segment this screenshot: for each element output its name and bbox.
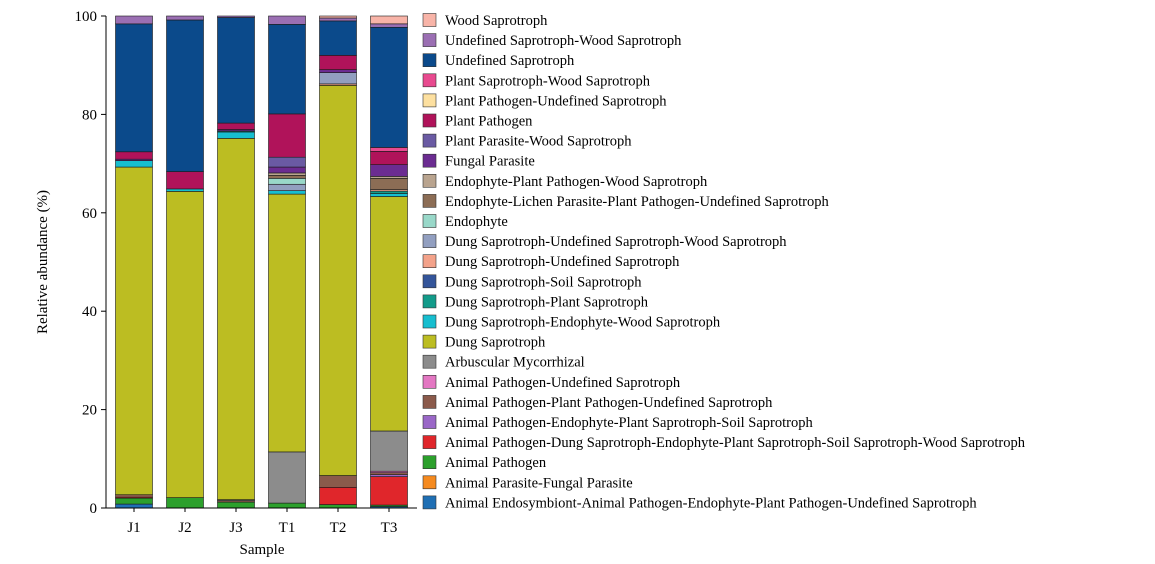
legend-item: [423, 73, 651, 89]
legend-item: [423, 33, 682, 49]
bar-segment: [269, 114, 306, 157]
legend-label: Undefined Saprotroph: [445, 53, 575, 70]
bar-stack-T2: [320, 16, 357, 508]
bar-stack-J2: [167, 16, 204, 508]
bar-stack-T1: [269, 16, 306, 508]
y-axis-title: Relative abundance (%): [35, 189, 51, 335]
x-ticks: [127, 508, 397, 536]
legend-item: [423, 435, 1026, 451]
legend-label: Animal Endosymbiont-Animal Pathogen-Endophyte-Plant Pathogen-Undefined Saprotroph: [445, 495, 977, 512]
bar-segment: [320, 70, 357, 73]
legend-label: Dung Saprotroph-Undefined Saprotroph: [445, 254, 680, 271]
legend-item: [423, 335, 546, 351]
bar-segment: [167, 172, 204, 189]
legend-label: Animal Pathogen: [445, 455, 547, 472]
legend-item: [423, 134, 632, 150]
bar-segment: [116, 16, 153, 24]
bar-stack-J1: [116, 16, 153, 508]
legend-item: [423, 315, 721, 331]
legend-label: Dung Saprotroph-Endophyte-Wood Saprotroph: [445, 314, 721, 331]
legend-swatch: [423, 416, 436, 429]
legend-label: Plant Pathogen: [445, 113, 533, 130]
bar-segment: [167, 20, 204, 172]
legend: [423, 13, 1026, 511]
bar-segment: [320, 21, 357, 55]
bar-segment: [371, 151, 408, 164]
bar-segment: [269, 157, 306, 167]
legend-item: [423, 154, 535, 170]
legend-swatch: [423, 34, 436, 47]
legend-swatch: [423, 54, 436, 67]
legend-label: Plant Pathogen-Undefined Saprotroph: [445, 93, 667, 110]
bar-segment: [116, 161, 153, 167]
bar-segment: [371, 24, 408, 27]
bar-segment: [269, 173, 306, 175]
legend-swatch: [423, 295, 436, 308]
legend-swatch: [423, 436, 436, 449]
bar-segment: [269, 194, 306, 452]
x-axis-title: Sample: [239, 542, 285, 558]
bar-segment: [218, 17, 255, 123]
legend-swatch: [423, 476, 436, 489]
x-tick-label: J3: [229, 520, 243, 536]
legend-swatch: [423, 14, 436, 27]
legend-swatch: [423, 74, 436, 87]
legend-item: [423, 415, 813, 431]
legend-item: [423, 114, 533, 130]
y-tick-label: 40: [82, 304, 97, 321]
bar-segment: [320, 16, 357, 18]
legend-label: Fungal Parasite: [445, 153, 535, 170]
bar-segment: [116, 504, 153, 508]
bars-layer: [116, 16, 408, 508]
legend-item: [423, 395, 773, 411]
legend-swatch: [423, 395, 436, 408]
legend-swatch: [423, 456, 436, 469]
bar-segment: [371, 477, 408, 505]
bar-segment: [218, 123, 255, 129]
legend-swatch: [423, 275, 436, 288]
x-tick-label: J2: [178, 520, 192, 536]
y-tick-label: 60: [82, 205, 97, 222]
bar-segment: [371, 191, 408, 193]
bar-segment: [269, 503, 306, 508]
bar-segment: [320, 55, 357, 69]
bar-segment: [116, 24, 153, 152]
bar-segment: [320, 476, 357, 488]
legend-label: Endophyte: [445, 214, 508, 230]
bar-segment: [269, 178, 306, 184]
bar-segment: [167, 16, 204, 20]
legend-swatch: [423, 235, 436, 248]
legend-label: Undefined Saprotroph-Wood Saprotroph: [445, 33, 682, 50]
x-tick-label: T2: [329, 520, 347, 536]
bar-segment: [167, 498, 204, 508]
bar-segment: [269, 24, 306, 114]
legend-swatch: [423, 114, 436, 127]
legend-swatch: [423, 255, 436, 268]
bar-segment: [371, 197, 408, 431]
legend-swatch: [423, 496, 436, 509]
legend-swatch: [423, 174, 436, 187]
legend-swatch: [423, 154, 436, 167]
legend-swatch: [423, 94, 436, 107]
bar-segment: [371, 27, 408, 147]
legend-label: Plant Saprotroph-Wood Saprotroph: [445, 73, 651, 90]
x-tick-label: T1: [278, 520, 296, 536]
bar-segment: [269, 175, 306, 178]
y-tick-label: 20: [82, 402, 97, 419]
legend-label: Endophyte-Lichen Parasite-Plant Pathogen-Undefined Saprotroph: [445, 193, 829, 210]
bar-segment: [269, 191, 306, 194]
y-tick-label: 100: [74, 9, 97, 25]
bar-segment: [371, 16, 408, 24]
legend-label: Arbuscular Mycorrhizal: [445, 354, 585, 371]
bar-segment: [116, 167, 153, 495]
bar-segment: [116, 495, 153, 497]
y-tick-label: 0: [89, 501, 97, 517]
legend-label: Animal Pathogen-Plant Pathogen-Undefined Saprotroph: [445, 394, 773, 411]
bar-segment: [320, 505, 357, 508]
legend-swatch: [423, 355, 436, 368]
bar-segment: [320, 18, 357, 21]
bar-segment: [269, 452, 306, 503]
bar-segment: [167, 189, 204, 191]
bar-segment: [269, 16, 306, 24]
bar-segment: [371, 431, 408, 471]
legend-item: [423, 234, 787, 250]
bar-segment: [371, 147, 408, 151]
bar-segment: [218, 16, 255, 17]
legend-item: [423, 13, 548, 29]
bar-segment: [116, 152, 153, 159]
legend-item: [423, 254, 680, 270]
bar-segment: [371, 194, 408, 197]
x-tick-label: T3: [380, 520, 398, 536]
legend-swatch: [423, 375, 436, 388]
bar-segment: [218, 138, 255, 499]
legend-swatch: [423, 215, 436, 228]
y-tick-label: 80: [82, 107, 97, 124]
bar-segment: [116, 498, 153, 504]
legend-item: [423, 495, 977, 511]
legend-item: [423, 93, 667, 109]
x-tick-label: J1: [127, 520, 141, 536]
legend-item: [423, 174, 708, 190]
legend-label: Dung Saprotroph: [445, 334, 546, 351]
y-ticks: [75, 9, 107, 517]
bar-segment: [167, 191, 204, 497]
legend-label: Dung Saprotroph-Soil Saprotroph: [445, 274, 642, 291]
legend-item: [423, 53, 575, 69]
legend-label: Animal Pathogen-Undefined Saprotroph: [445, 374, 681, 391]
legend-swatch: [423, 335, 436, 348]
legend-item: [423, 274, 642, 290]
bar-segment: [320, 487, 357, 504]
legend-label: Animal Parasite-Fungal Parasite: [445, 475, 633, 492]
legend-swatch: [423, 315, 436, 328]
bar-segment: [218, 132, 255, 138]
bar-segment: [218, 502, 255, 508]
bar-stack-T3: [371, 16, 408, 508]
legend-swatch: [423, 194, 436, 207]
bar-segment: [371, 178, 408, 189]
legend-item: [423, 294, 649, 310]
legend-label: Dung Saprotroph-Undefined Saprotroph-Wood Saprotroph: [445, 234, 787, 251]
legend-label: Animal Pathogen-Endophyte-Plant Saprotroph-Soil Saprotroph: [445, 415, 813, 431]
legend-item: [423, 455, 547, 471]
legend-label: Dung Saprotroph-Plant Saprotroph: [445, 294, 648, 311]
bar-segment: [269, 184, 306, 190]
legend-item: [423, 214, 508, 230]
bar-segment: [320, 73, 357, 84]
bar-stack-J3: [218, 16, 255, 508]
legend-item: [423, 355, 585, 371]
legend-item: [423, 375, 681, 391]
bar-segment: [320, 85, 357, 475]
legend-swatch: [423, 134, 436, 147]
legend-label: Endophyte-Plant Pathogen-Wood Saprotroph: [445, 173, 708, 190]
bar-segment: [371, 165, 408, 177]
legend-item: [423, 194, 829, 210]
bar-segment: [269, 167, 306, 173]
legend-label: Wood Saprotroph: [445, 13, 548, 29]
legend-item: [423, 475, 633, 491]
legend-label: Animal Pathogen-Dung Saprotroph-Endophyte-Plant Saprotroph-Soil Saprotroph-Wood Saprotroph: [445, 435, 1025, 452]
legend-label: Plant Parasite-Wood Saprotroph: [445, 133, 632, 150]
